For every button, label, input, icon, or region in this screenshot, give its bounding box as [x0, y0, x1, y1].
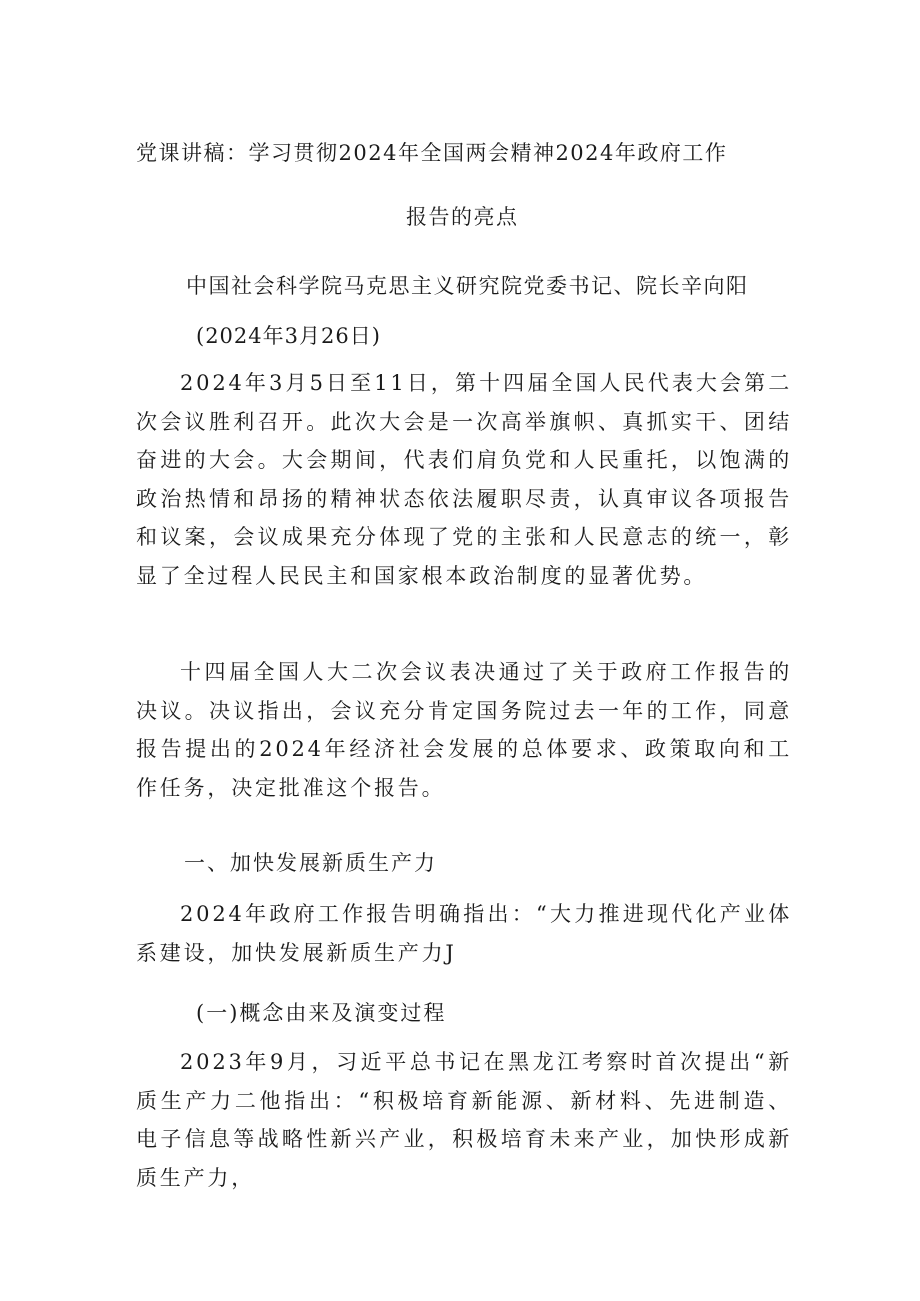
paragraph: 十四届全国人大二次会议表决通过了关于政府工作报告的决议。决议指出，会议充分肯定国务院过去一年的工作，同意报告提出的2024年经济社会发展的总体要求、政策取向和工作任务，决定批准这个报告。 — [136, 660, 792, 800]
paragraph: 2023年9月，习近平总书记在黑龙江考察时首次提出“新质生产力二他指出：“积极培育新能源、新材料、先进制造、电子信息等战略性新兴产业，积极培育未来产业，加快形成新质生产力， — [136, 1050, 792, 1190]
paragraph: 2024年3月5日至11日，第十四届全国人民代表大会第二次会议胜利召开。此次大会是一次高举旗帜、真抓实干、团结奋进的大会。大会期间，代表们肩负党和人民重托，以饱满的政治热情和昂扬的精神状态依法履职尽责，认真审议各项报告和议案，会议成果充分体现了党的主张和人民意志的统一，彰显了全过程人民民主和国家根本政治制度的显著优势。 — [136, 371, 792, 588]
section-heading: 一、加快发展新质生产力 — [184, 851, 437, 875]
date-line: (2024年3月26日) — [196, 324, 381, 348]
author-line: 中国社会科学院马克思主义研究院党委书记、院长辛向阳 — [186, 274, 749, 298]
title-line-1: 党课讲稿：学习贯彻2024年全国两会精神2024年政府工作 — [136, 141, 728, 165]
paragraph: 2024年政府工作报告明确指出：“大力推进现代化产业体系建设，加快发展新质生产力J — [136, 902, 792, 965]
title-line-2: 报告的亮点 — [406, 205, 519, 229]
subsection-heading: (一)概念由来及演变过程 — [196, 1001, 447, 1025]
